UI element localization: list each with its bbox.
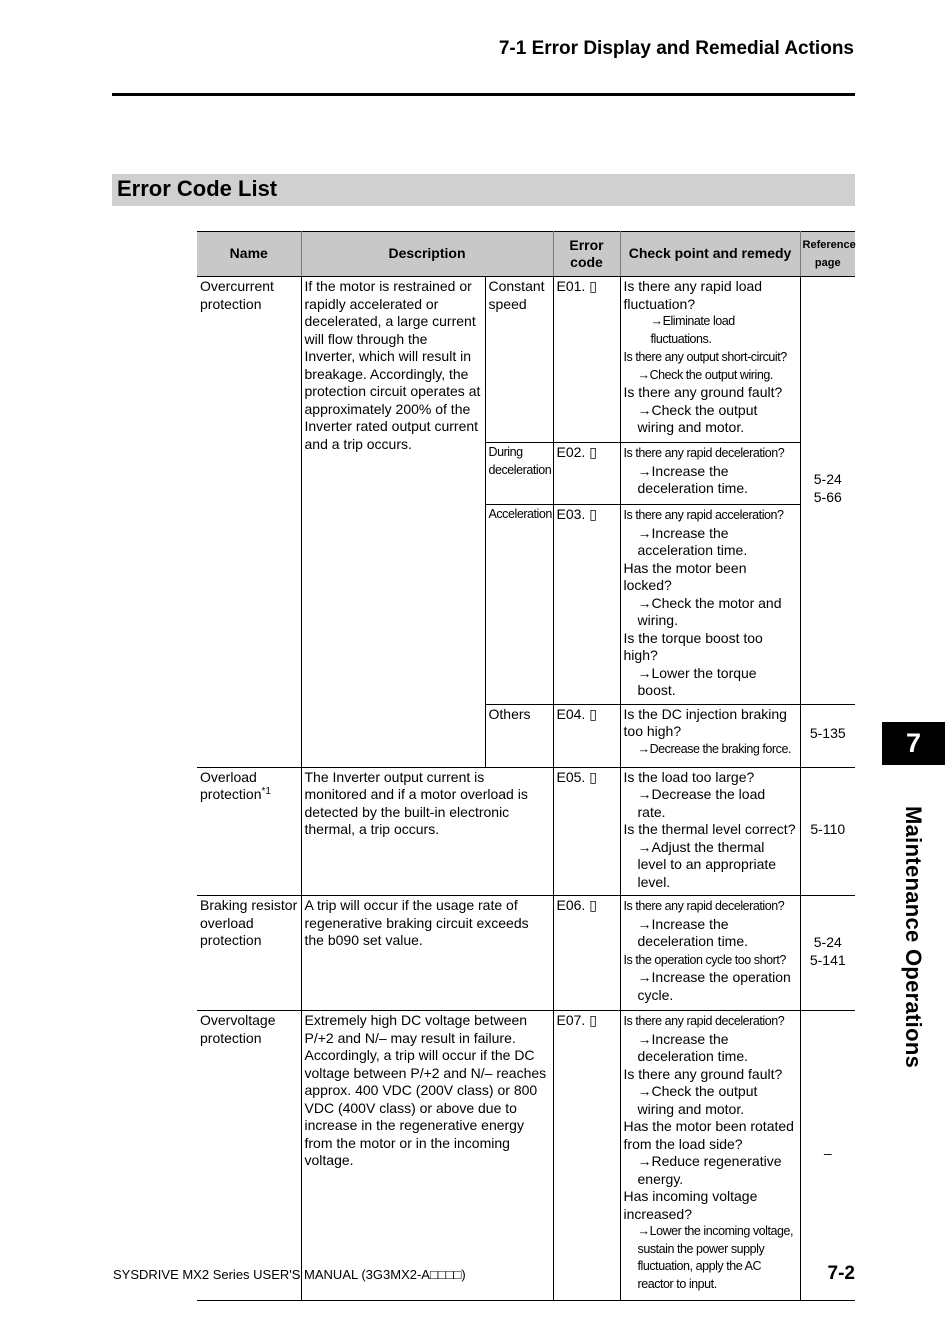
table-row [197,277,855,443]
page-header-title: 7-1 Error Display and Remedial Actions [498,38,854,59]
check-question: Is there any rapid deceleration? [623,446,785,460]
table-row [197,1011,855,1301]
header-name: Name [197,232,301,277]
reference-page-e07: – [800,1011,855,1301]
check-remedy: →Check the motor and wiring. [637,594,782,628]
check-point-e02 [620,443,800,505]
check-point-e05 [620,767,800,896]
overload-footnote-ref: *1 [261,786,271,797]
error-code-e03: E03. ▯ [553,505,620,705]
section-title: Error Code List [117,176,278,201]
check-remedy: →Increase the operation cycle. [637,969,791,1003]
reference-value: 5-24 [813,934,842,950]
check-question: Is the thermal level correct? [623,821,796,837]
error-code-e05: E05. ▯ [553,767,620,896]
check-remedy: →Increase the deceleration time. [637,462,749,496]
check-remedy: →Check the output wiring. [637,367,773,382]
reference-value: 5-141 [809,951,846,968]
check-remedy: →Decrease the braking force. [637,741,791,756]
check-question: Is the operation cycle too short? [623,952,786,967]
reference-page-e04: 5-135 [800,704,855,767]
check-question: Is there any ground fault? [623,1065,783,1082]
check-remedy: →Increase the deceleration time. [637,1030,749,1064]
check-remedy: →Eliminate load fluctuations. [650,314,735,346]
check-point-e03 [620,505,800,705]
condition-others: Others [485,704,553,767]
header-reference-page: Reference page [800,232,855,277]
condition-acceleration: Acceleration [485,505,553,705]
check-question: Has the motor been rotated from the load side? [623,1118,794,1152]
condition-constant-speed: Constant speed [485,277,553,443]
error-code-e04: E04. ▯ [553,704,620,767]
check-question: Is there any output short-circuit? [623,350,787,364]
check-question: Is the DC injection braking too high? [623,705,787,739]
overload-name-text: Overload protection [200,768,262,802]
check-question: Is the load too large? [623,768,755,785]
error-code-e06: E06. ▯ [553,896,620,1011]
check-remedy: →Check the output wiring and motor. [637,401,758,435]
overload-description: The Inverter output current is monitored and if a motor overload is detected by the built-in electronic thermal, a trip occurs. [301,767,553,896]
check-point-e04 [620,704,800,767]
chapter-title-side: Maintenance Operations [901,806,926,1069]
error-code-e02: E02. ▯ [553,443,620,505]
overvoltage-description: Extremely high DC voltage between P/+2 and N/– may result in failure. Accordingly, a trip will occur if the DC voltage between P/+2 and N/– reaches approx. 400 VDC (200V class) or 800 VDC (400V class) or above due to increase in the regenerative energy from the motor or in the incoming voltage. [301,1011,553,1301]
footer-page-number: 7-2 [827,1263,855,1284]
overload-name [197,767,301,896]
section-heading-bar [112,174,855,206]
reference-page-e01-e03 [800,277,855,705]
header-divider [112,93,855,96]
reference-value: 5-66 [813,488,842,505]
check-point-e06 [620,896,800,1011]
check-point-e01 [620,277,800,443]
table-header-row [197,232,855,277]
check-remedy: →Adjust the thermal level to an appropriate level. [637,838,777,890]
reference-page-e05: 5-110 [800,767,855,896]
check-remedy: →Decrease the load rate. [637,786,766,820]
table-row [197,896,855,1011]
check-question: Is there any rapid load fluctuation? [623,278,763,312]
overvoltage-name: Overvoltage protection [197,1011,301,1301]
check-remedy: →Lower the torque boost. [637,664,757,698]
overcurrent-name: Overcurrent protection [197,277,301,768]
table-row [197,767,855,896]
check-question: Is there any rapid deceleration? [623,1014,785,1028]
reference-value: 5-24 [813,471,842,488]
error-code-table [197,231,855,1301]
check-point-e07 [620,1011,800,1301]
overcurrent-description: If the motor is restrained or rapidly accelerated or decelerated, a large current will flow through the Inverter, which will result in breakage. Accordingly, the protection circuit operates at approximately 200% of the Inverter rated output current and a trip occurs. [301,277,485,768]
check-question: Is there any rapid acceleration? [623,508,784,522]
footer-manual-title: SYSDRIVE MX2 Series USER'S MANUAL (3G3MX2-A□□□□) [113,1267,466,1282]
header-check-point: Check point and remedy [620,232,800,277]
header-error-code: Error code [553,232,620,277]
condition-during-deceleration: During deceleration [485,443,553,505]
check-remedy: →Increase the acceleration time. [637,524,748,558]
check-remedy: →Reduce regenerative energy. [637,1153,782,1187]
reference-page-e06 [800,896,855,1011]
chapter-number-tab: 7 [882,722,945,765]
error-code-e01: E01. ▯ [553,277,620,443]
header-description: Description [301,232,553,277]
check-remedy: →Check the output wiring and motor. [637,1083,758,1117]
braking-description: A trip will occur if the usage rate of regenerative braking circuit exceeds the b090 set value. [301,896,553,1011]
check-question: Is there any ground fault? [623,384,783,400]
braking-name: Braking resistor overload protection [197,896,301,1011]
check-question: Has the motor been locked? [623,559,747,593]
check-question: Is there any rapid deceleration? [623,899,785,913]
check-question: Has incoming voltage increased? [623,1188,758,1222]
error-code-e07: E07. ▯ [553,1011,620,1301]
check-remedy: →Lower the incoming voltage, sustain the power supply fluctuation, apply the AC reactor to input. [637,1224,794,1291]
check-remedy: →Increase the deceleration time. [637,915,749,949]
check-question: Is the torque boost too high? [623,629,763,663]
